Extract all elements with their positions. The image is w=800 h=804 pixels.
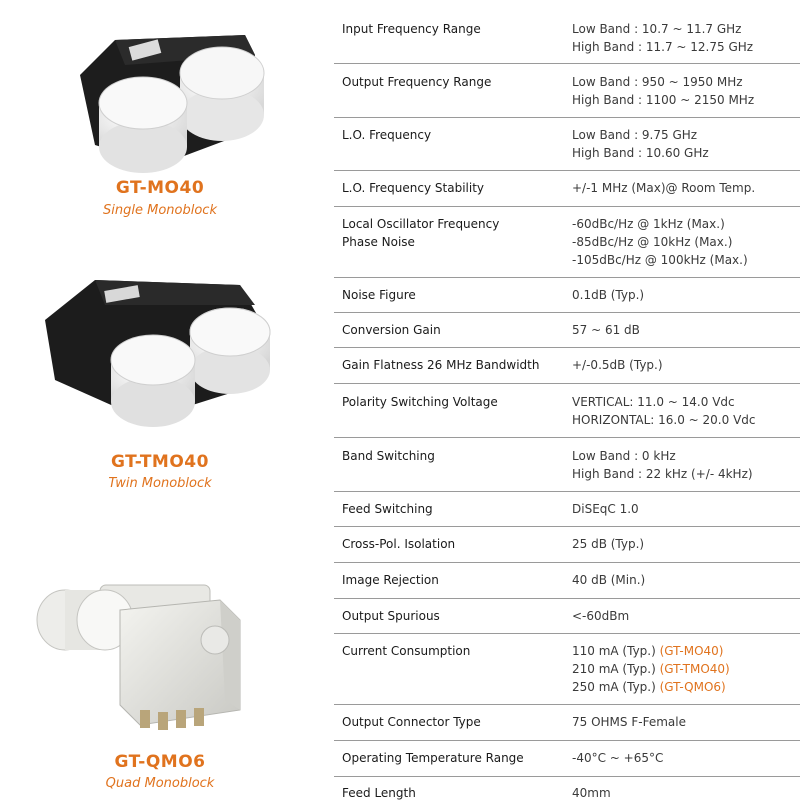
spec-value-line: <-60dBm [572,609,630,623]
spec-label [342,535,552,553]
spec-value-line: 25 dB (Typ.) [572,537,645,551]
spec-label [342,393,552,411]
spec-value-line: High Band : 10.60 GHz [572,146,709,160]
spec-value [572,642,800,696]
spec-value-line: -105dBc/Hz @ 100kHz (Max.) [572,253,748,267]
spec-label [342,713,552,731]
spec-label [342,286,552,304]
spec-row [334,741,800,777]
spec-label-line: L.O. Frequency [342,128,432,142]
spec-value [572,356,800,374]
spec-value-line: Low Band : 9.75 GHz [572,128,698,142]
spec-value-line: DiSEqC 1.0 [572,502,639,516]
spec-label-line: Feed Length [342,786,416,800]
spec-value [572,179,800,197]
spec-value-line [572,660,800,678]
spec-label [342,749,552,767]
spec-value-line: -60dBc/Hz @ 1kHz (Max.) [572,217,725,231]
product-name: GT-QMO6 [114,752,206,772]
spec-label-line: Noise Figure [342,288,416,302]
spec-value [572,20,800,56]
spec-value-line: 75 OHMS F-Female [572,715,686,729]
spec-label [342,500,552,518]
spec-row [334,207,800,278]
model-note: (GT-MO40) [659,644,724,658]
spec-label [342,571,552,589]
spec-label-line: Output Spurious [342,609,440,623]
spec-value [572,607,800,625]
spec-label-line: Feed Switching [342,502,433,516]
spec-label-line: L.O. Frequency Stability [342,181,484,195]
spec-row [334,64,800,118]
spec-label [342,642,552,660]
spec-value [572,784,800,802]
product-subtitle: Twin Monoblock [108,476,212,491]
spec-value-line: HORIZONTAL: 16.0 ~ 20.0 Vdc [572,413,756,427]
spec-value-line: +/-1 MHz (Max)@ Room Temp. [572,181,756,195]
spec-label-line: Local Oscillator Frequency [342,217,500,231]
spec-row [334,313,800,348]
quad-monoblock-lnb-image [30,560,270,740]
spec-value-line [572,642,800,660]
spec-row [334,348,800,384]
spec-label [342,20,552,38]
spec-label [342,179,552,197]
spec-label-line: Conversion Gain [342,323,441,337]
spec-row [334,563,800,599]
model-note: (GT-TMO40) [659,662,730,676]
spec-value-line: -40°C ~ +65°C [572,751,664,765]
spec-value [572,713,800,731]
spec-label-line: Cross-Pol. Isolation [342,537,456,551]
spec-label-line: Gain Flatness 26 MHz Bandwidth [342,358,540,372]
spec-row [334,118,800,171]
spec-value-line: High Band : 11.7 ~ 12.75 GHz [572,40,754,54]
spec-value-text: 210 mA (Typ.) [572,662,656,676]
spec-value [572,321,800,339]
spec-label [342,784,552,802]
spec-label [342,126,552,144]
spec-label [342,447,552,465]
spec-value [572,571,800,589]
product-subtitle: Quad Monoblock [105,776,215,791]
spec-row [334,634,800,705]
spec-label-line: Operating Temperature Range [342,751,524,765]
spec-value-line: High Band : 22 kHz (+/- 4kHz) [572,467,753,481]
product-name: GT-TMO40 [111,452,209,472]
spec-value [572,286,800,304]
spec-row [334,278,800,313]
spec-label-line: Image Rejection [342,573,439,587]
spec-label [342,607,552,625]
spec-value [572,447,800,483]
spec-value-line: -85dBc/Hz @ 10kHz (Max.) [572,235,733,249]
product-subtitle: Single Monoblock [103,203,217,218]
spec-value [572,749,800,767]
spec-label-line: Input Frequency Range [342,22,481,36]
spec-value [572,126,800,162]
spec-row [334,438,800,492]
spec-value-line: 0.1dB (Typ.) [572,288,645,302]
spec-label-line: Current Consumption [342,644,471,658]
spec-value-line: +/-0.5dB (Typ.) [572,358,663,372]
spec-row [334,171,800,207]
spec-value-line: Low Band : 10.7 ~ 11.7 GHz [572,22,742,36]
spec-value [572,73,800,109]
spec-row [334,599,800,634]
spec-label [342,215,552,251]
spec-value-line [572,678,800,696]
spec-value-line: 40 dB (Min.) [572,573,646,587]
spec-label-line: Band Switching [342,449,435,463]
twin-monoblock-lnb-image [35,260,285,435]
spec-label [342,356,552,374]
spec-value-line: Low Band : 0 kHz [572,449,676,463]
spec-value-line: VERTICAL: 11.0 ~ 14.0 Vdc [572,395,735,409]
spec-value [572,393,800,429]
spec-label [342,321,552,339]
spec-label [342,73,552,91]
spec-value [572,500,800,518]
spec-row [334,527,800,563]
spec-row [334,777,800,804]
spec-value-line: 40mm [572,786,611,800]
spec-value-text: 110 mA (Typ.) [572,644,656,658]
product-name: GT-MO40 [115,178,205,198]
spec-row [334,492,800,527]
model-note: (GT-QMO6) [659,680,726,694]
single-monoblock-lnb-image [40,15,280,175]
spec-row [334,705,800,741]
spec-value-text: 250 mA (Typ.) [572,680,656,694]
spec-row [334,12,800,64]
spec-value [572,535,800,553]
spec-label-line: Output Connector Type [342,715,481,729]
spec-value [572,215,800,269]
product-column [0,0,320,804]
spec-label-line: Phase Noise [342,235,415,249]
spec-label-line: Output Frequency Range [342,75,492,89]
spec-row [334,384,800,438]
spec-label-line: Polarity Switching Voltage [342,395,498,409]
spec-value-line: 57 ~ 61 dB [572,323,640,337]
spec-value-line: Low Band : 950 ~ 1950 MHz [572,75,743,89]
spec-value-line: High Band : 1100 ~ 2150 MHz [572,93,755,107]
